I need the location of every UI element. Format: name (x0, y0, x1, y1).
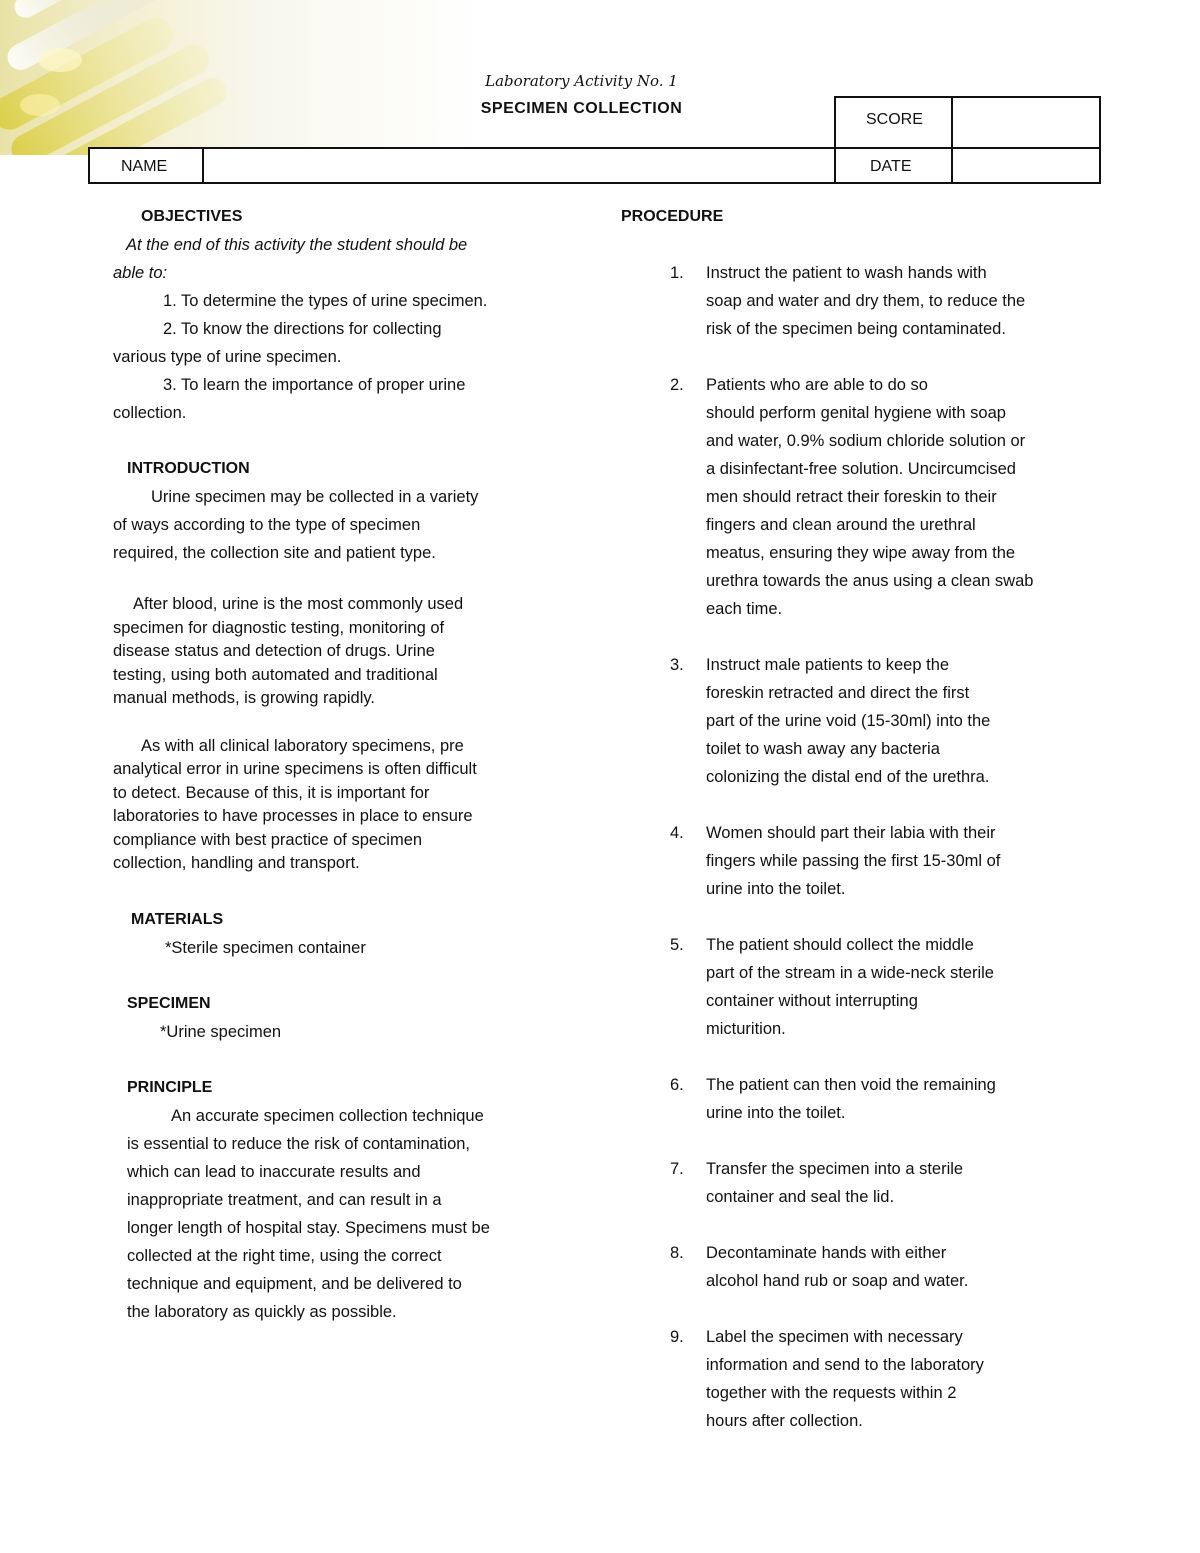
introduction-line: manual methods, is growing rapidly. (113, 689, 375, 707)
procedure-step-number: 8. (670, 1244, 684, 1262)
procedure-step-text (706, 371, 1161, 623)
principle-line: technique and equipment, and be delivered to (127, 1274, 462, 1293)
left-column (113, 203, 573, 1326)
introduction-line: laboratories to have processes in place to ensure (113, 807, 473, 825)
procedure-step-text (706, 651, 1161, 791)
procedure-step-line: part of the urine void (15-30ml) into the (706, 712, 991, 730)
page-title: SPECIMEN COLLECTION (480, 100, 683, 117)
procedure-step (621, 819, 1161, 903)
procedure-step-line: urine into the toilet. (706, 1104, 846, 1122)
principle-heading: PRINCIPLE (127, 1078, 213, 1096)
procedure-step (621, 1323, 1161, 1435)
introduction-line: collection, handling and transport. (113, 854, 360, 872)
procedure-step-text (706, 1155, 1161, 1211)
procedure-step-text (706, 931, 1161, 1043)
procedure-step-line: The patient should collect the middle (706, 936, 974, 954)
materials-item: *Sterile specimen container (165, 938, 366, 957)
date-label-cell (834, 147, 953, 184)
introduction-line: specimen for diagnostic testing, monitoring of (113, 618, 445, 637)
procedure-step-line: men should retract their foreskin to their (706, 488, 997, 506)
introduction-line: As with all clinical laboratory specimens, pre (141, 736, 464, 755)
procedure-step (621, 371, 1161, 623)
procedure-step (621, 931, 1161, 1043)
procedure-step-line: a disinfectant-free solution. Uncircumcised (706, 460, 1016, 478)
procedure-step-line: Transfer the specimen into a sterile (706, 1160, 964, 1178)
score-label: SCORE (866, 111, 923, 128)
procedure-step-number: 4. (670, 824, 684, 842)
objective-item: 2. To know the directions for collecting (163, 320, 442, 338)
introduction-line: of ways according to the type of specimen (113, 516, 421, 534)
procedure-step-line: and water, 0.9% sodium chloride solution or (706, 432, 1026, 450)
objective-item: various type of urine specimen. (113, 348, 342, 366)
score-label-cell (834, 96, 953, 149)
procedure-step-line: foreskin retracted and direct the first (706, 684, 970, 702)
objectives-intro-line: able to: (113, 264, 168, 282)
date-field[interactable] (951, 147, 1101, 184)
principle-line: An accurate specimen collection technique (171, 1106, 484, 1125)
procedure-step-line: information and send to the laboratory (706, 1356, 984, 1374)
introduction-line: to detect. Because of this, it is important for (113, 783, 430, 802)
right-column (621, 203, 1161, 1463)
procedure-step-line: The patient can then void the remaining (706, 1076, 996, 1094)
procedure-step-text (706, 259, 1161, 343)
introduction-line: analytical error in urine specimens is often difficult (113, 760, 477, 778)
procedure-step-line: Decontaminate hands with either (706, 1244, 947, 1262)
procedure-step-line: fingers and clean around the urethral (706, 516, 976, 534)
procedure-step-line: urine into the toilet. (706, 880, 846, 898)
principle-line: is essential to reduce the risk of contamination, (127, 1134, 471, 1153)
procedure-step-number: 9. (670, 1328, 684, 1346)
procedure-step-line: fingers while passing the first 15-30ml of (706, 852, 1001, 870)
principle-line: inappropriate treatment, and can result in a (127, 1190, 442, 1209)
principle-line: which can lead to inaccurate results and (127, 1162, 421, 1181)
procedure-step-line: colonizing the distal end of the urethra. (706, 768, 990, 786)
introduction-line: testing, using both automated and traditional (113, 665, 438, 684)
procedure-step-line: meatus, ensuring they wipe away from the (706, 544, 1016, 562)
introduction-line: compliance with best practice of specimen (113, 830, 423, 849)
introduction-heading: INTRODUCTION (127, 460, 250, 477)
procedure-step-text (706, 819, 1161, 903)
date-label: DATE (870, 158, 912, 175)
specimen-item: *Urine specimen (160, 1022, 282, 1041)
procedure-step-line: urethra towards the anus using a clean swab (706, 572, 1034, 590)
activity-title: Laboratory Activity No. 1 (485, 72, 678, 90)
introduction-line: required, the collection site and patient type. (113, 544, 436, 562)
introduction-line: Urine specimen may be collected in a variety (151, 488, 479, 506)
procedure-step-line: soap and water and dry them, to reduce the (706, 292, 1026, 310)
procedure-step-line: container and seal the lid. (706, 1188, 895, 1206)
procedure-step (621, 651, 1161, 791)
procedure-step-line: together with the requests within 2 (706, 1384, 957, 1402)
procedure-step-line: each time. (706, 600, 783, 618)
procedure-step-line: Women should part their labia with their (706, 824, 996, 842)
name-label-cell (88, 147, 204, 184)
procedure-step-number: 6. (670, 1076, 684, 1094)
procedure-step-line: alcohol hand rub or soap and water. (706, 1272, 969, 1290)
name-field[interactable] (202, 147, 836, 184)
objective-item: collection. (113, 404, 187, 422)
procedure-step-line: container without interrupting (706, 992, 918, 1010)
procedure-step-line: Instruct the patient to wash hands with (706, 264, 987, 282)
procedure-step-line: Instruct male patients to keep the (706, 656, 950, 674)
procedure-step (621, 1071, 1161, 1127)
objectives-heading: OBJECTIVES (141, 208, 243, 225)
procedure-heading: PROCEDURE (621, 208, 724, 225)
procedure-step (621, 1239, 1161, 1295)
procedure-step-line: Patients who are able to do so (706, 376, 928, 394)
objectives-intro-line: At the end of this activity the student should be (126, 236, 468, 254)
procedure-list (621, 259, 1161, 1435)
procedure-step-text (706, 1239, 1161, 1295)
procedure-step-line: should perform genital hygiene with soap (706, 404, 1006, 422)
procedure-step-line: micturition. (706, 1020, 786, 1038)
objective-item: 1. To determine the types of urine specimen. (163, 292, 488, 310)
procedure-step-number: 2. (670, 376, 684, 394)
procedure-step-number: 3. (670, 656, 684, 674)
procedure-step-text (706, 1323, 1161, 1435)
principle-line: longer length of hospital stay. Specimens must be (127, 1218, 490, 1237)
procedure-step-number: 5. (670, 936, 684, 954)
procedure-step-line: Label the specimen with necessary (706, 1328, 963, 1346)
procedure-step (621, 259, 1161, 343)
introduction-line: disease status and detection of drugs. Urine (113, 642, 435, 660)
procedure-step-line: hours after collection. (706, 1412, 863, 1430)
procedure-step-text (706, 1071, 1161, 1127)
procedure-step-line: risk of the specimen being contaminated. (706, 320, 1006, 338)
procedure-step-number: 7. (670, 1160, 684, 1178)
materials-heading: MATERIALS (131, 910, 224, 928)
principle-line: collected at the right time, using the correct (127, 1246, 442, 1265)
procedure-step (621, 1155, 1161, 1211)
objective-item: 3. To learn the importance of proper urine (163, 376, 466, 394)
introduction-line: After blood, urine is the most commonly used (133, 595, 464, 613)
score-field[interactable] (951, 96, 1101, 149)
procedure-step-line: toilet to wash away any bacteria (706, 740, 940, 758)
name-label: NAME (121, 158, 168, 175)
procedure-step-number: 1. (670, 264, 684, 282)
procedure-step-line: part of the stream in a wide-neck sterile (706, 964, 994, 982)
specimen-heading: SPECIMEN (127, 994, 211, 1012)
principle-line: the laboratory as quickly as possible. (127, 1302, 397, 1321)
